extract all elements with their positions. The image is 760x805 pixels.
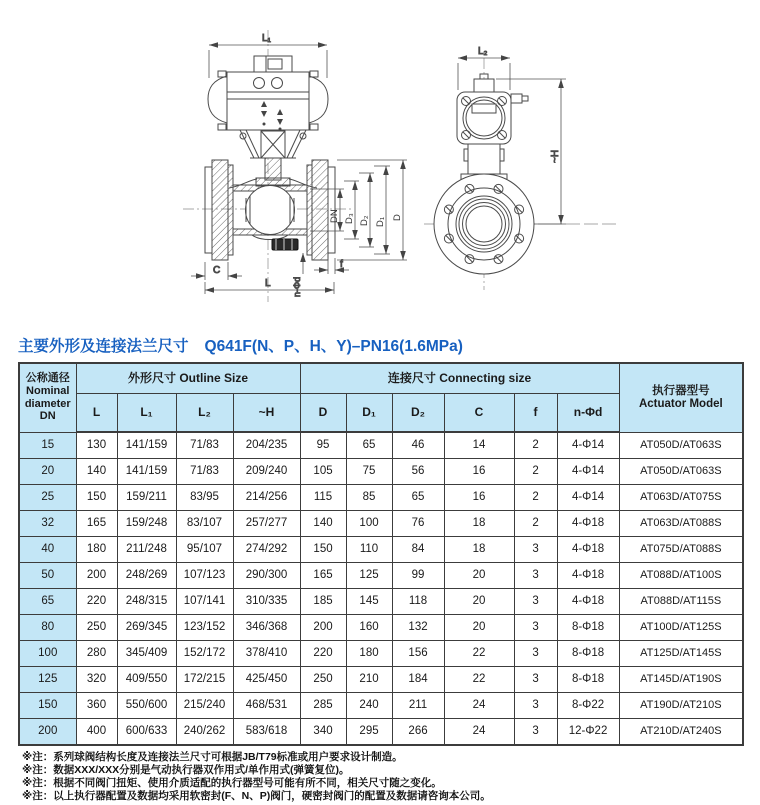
table-cell: 4-Φ14: [557, 432, 619, 459]
table-cell: 22: [444, 667, 514, 693]
table-cell: 468/531: [233, 693, 300, 719]
table-cell: 118: [392, 589, 444, 615]
cell-dn: 80: [19, 615, 76, 641]
table-row: [19, 537, 743, 563]
column-header: L₁: [117, 394, 176, 433]
table-cell: 83/95: [176, 485, 233, 511]
header-nominal-diameter: [19, 363, 76, 432]
table-cell: 4-Φ18: [557, 511, 619, 537]
cell-dn: 25: [19, 485, 76, 511]
dim-label-d1: D₁: [375, 216, 386, 227]
table-cell: 3: [514, 563, 557, 589]
column-header: D: [300, 394, 346, 433]
table-cell: 16: [444, 459, 514, 485]
cell-actuator-model: AT050D/AT063S: [619, 459, 743, 485]
table-cell: 105: [300, 459, 346, 485]
table-cell: 214/256: [233, 485, 300, 511]
table-cell: 8-Φ18: [557, 641, 619, 667]
footnote-line: ※注：系列球阀结构长度及连接法兰尺寸可根据JB/T79标准或用户要求设计制造。: [22, 751, 403, 763]
header-nominal-en2: diameter: [24, 397, 71, 410]
table-cell: 248/315: [117, 589, 176, 615]
table-cell: 3: [514, 719, 557, 746]
table-cell: 215/240: [176, 693, 233, 719]
table-cell: 83/107: [176, 511, 233, 537]
table-cell: 123/152: [176, 615, 233, 641]
table-cell: 345/409: [117, 641, 176, 667]
table-cell: 71/83: [176, 432, 233, 459]
table-cell: 3: [514, 537, 557, 563]
cell-dn: 20: [19, 459, 76, 485]
column-header: L₂: [176, 394, 233, 433]
table-cell: 2: [514, 432, 557, 459]
cell-actuator-model: AT088D/AT100S: [619, 563, 743, 589]
table-cell: 99: [392, 563, 444, 589]
header-nominal-cn: 公称通径: [25, 372, 70, 385]
header-actuator-cn: 执行器型号: [652, 384, 710, 397]
table-cell: 159/211: [117, 485, 176, 511]
table-cell: 141/159: [117, 459, 176, 485]
table-cell: 3: [514, 641, 557, 667]
table-cell: 184: [392, 667, 444, 693]
table-cell: 8-Φ18: [557, 667, 619, 693]
table-cell: 22: [444, 641, 514, 667]
table-row: [19, 641, 743, 667]
table-cell: 2: [514, 485, 557, 511]
dim-label-f: f: [340, 259, 343, 270]
table-row: [19, 615, 743, 641]
yoke-bracket: [240, 130, 306, 158]
table-cell: 145: [346, 589, 392, 615]
header-actuator-en: Actuator Model: [638, 397, 723, 410]
table-cell: 248/269: [117, 563, 176, 589]
table-cell: 400: [76, 719, 117, 746]
table-cell: 340: [300, 719, 346, 746]
table-row: [19, 563, 743, 589]
cell-actuator-model: AT210D/AT240S: [619, 719, 743, 746]
table-cell: 3: [514, 615, 557, 641]
table-cell: 20: [444, 589, 514, 615]
table-cell: 210: [346, 667, 392, 693]
section-title: [18, 334, 463, 356]
table-cell: 110: [346, 537, 392, 563]
table-cell: 76: [392, 511, 444, 537]
table-cell: 8-Φ18: [557, 615, 619, 641]
table-cell: 115: [300, 485, 346, 511]
cell-dn: 50: [19, 563, 76, 589]
footnote-line: ※注：数据XXX/XXX分别是气动执行器双作用式/单作用式(弹簧复位)。: [22, 764, 350, 776]
table-cell: 18: [444, 511, 514, 537]
table-cell: 3: [514, 589, 557, 615]
header-connecting-size: 连接尺寸 Connecting size: [300, 363, 619, 394]
section-title-model: Q641F(N、P、H、Y)–PN16(1.6MPa): [204, 338, 463, 355]
table-cell: 346/368: [233, 615, 300, 641]
table-cell: 360: [76, 693, 117, 719]
table-cell: 250: [76, 615, 117, 641]
table-cell: 85: [346, 485, 392, 511]
cell-dn: 40: [19, 537, 76, 563]
cell-actuator-model: AT145D/AT190S: [619, 667, 743, 693]
table-cell: 152/172: [176, 641, 233, 667]
table-cell: 185: [300, 589, 346, 615]
header-outline-size: 外形尺寸 Outline Size: [76, 363, 300, 394]
technical-drawing: [0, 0, 760, 330]
table-cell: 156: [392, 641, 444, 667]
table-cell: 4-Φ14: [557, 485, 619, 511]
table-cell: 4-Φ18: [557, 563, 619, 589]
table-cell: 84: [392, 537, 444, 563]
table-body: [19, 432, 743, 745]
cell-actuator-model: AT100D/AT125S: [619, 615, 743, 641]
cell-actuator-model: AT063D/AT088S: [619, 511, 743, 537]
table-cell: 211/248: [117, 537, 176, 563]
table-row: [19, 667, 743, 693]
table-cell: 140: [76, 459, 117, 485]
table-cell: 140: [300, 511, 346, 537]
table-row: [19, 459, 743, 485]
table-cell: 180: [76, 537, 117, 563]
table-cell: 220: [76, 589, 117, 615]
cell-dn: 65: [19, 589, 76, 615]
table-cell: 18: [444, 537, 514, 563]
section-title-cn: 主要外形及连接法兰尺寸: [18, 338, 189, 355]
side-view-drawing: [183, 30, 407, 302]
table-cell: 266: [392, 719, 444, 746]
table-cell: 280: [76, 641, 117, 667]
dim-label-l: L: [265, 278, 271, 289]
footnote-line: ※注：以上执行器配置及数据均采用软密封(F、N、P)阀门，硬密封阀门的配置及数据请咨询本公司。: [22, 790, 491, 802]
table-cell: 56: [392, 459, 444, 485]
table-cell: 20: [444, 615, 514, 641]
table-cell: 95/107: [176, 537, 233, 563]
table-cell: 12-Φ22: [557, 719, 619, 746]
table-cell: 240: [346, 693, 392, 719]
footnotes: [22, 751, 491, 803]
table-cell: 257/277: [233, 511, 300, 537]
table-cell: 75: [346, 459, 392, 485]
column-header: n-Φd: [557, 394, 619, 433]
dimension-table: [18, 362, 744, 746]
table-cell: 65: [392, 485, 444, 511]
table-cell: 200: [300, 615, 346, 641]
dim-label-nd: n-Φd: [292, 276, 302, 297]
table-row: [19, 432, 743, 459]
table-row: [19, 511, 743, 537]
table-cell: 130: [76, 432, 117, 459]
valve-drawing-svg: [0, 0, 760, 330]
table-cell: 583/618: [233, 719, 300, 746]
table-cell: 16: [444, 485, 514, 511]
table-cell: 172/215: [176, 667, 233, 693]
table-cell: 269/345: [117, 615, 176, 641]
table-cell: 250: [300, 667, 346, 693]
table-row: [19, 693, 743, 719]
dim-label-l1: L₁: [262, 33, 271, 44]
table-cell: 220: [300, 641, 346, 667]
dim-label-dn: DN: [329, 209, 340, 223]
air-fitting: [511, 94, 522, 103]
table-cell: 150: [76, 485, 117, 511]
table-cell: 71/83: [176, 459, 233, 485]
cell-actuator-model: AT125D/AT145S: [619, 641, 743, 667]
table-cell: 600/633: [117, 719, 176, 746]
dim-label-d: D: [392, 214, 403, 221]
table-cell: 107/123: [176, 563, 233, 589]
cell-actuator-model: AT088D/AT115S: [619, 589, 743, 615]
table-cell: 107/141: [176, 589, 233, 615]
table-cell: 310/335: [233, 589, 300, 615]
column-header: f: [514, 394, 557, 433]
column-header: L: [76, 394, 117, 433]
footnote-line: ※注：根据不同阀门扭矩、使用介质适配的执行器型号可能有所不同，相关尺寸随之变化。: [22, 777, 442, 789]
table-cell: 320: [76, 667, 117, 693]
table-cell: 150: [300, 537, 346, 563]
table-cell: 46: [392, 432, 444, 459]
table-cell: 8-Φ22: [557, 693, 619, 719]
table-cell: 160: [346, 615, 392, 641]
table-cell: 3: [514, 693, 557, 719]
table-cell: 65: [346, 432, 392, 459]
cell-dn: 200: [19, 719, 76, 746]
header-actuator-model: [619, 363, 743, 432]
actuator-side: [208, 56, 328, 131]
table-cell: 200: [76, 563, 117, 589]
table-cell: 425/450: [233, 667, 300, 693]
cell-dn: 100: [19, 641, 76, 667]
cell-dn: 15: [19, 432, 76, 459]
table-cell: 290/300: [233, 563, 300, 589]
table-cell: 285: [300, 693, 346, 719]
cell-actuator-model: AT063D/AT075S: [619, 485, 743, 511]
table-cell: 159/248: [117, 511, 176, 537]
table-cell: 132: [392, 615, 444, 641]
column-header: D₁: [346, 394, 392, 433]
table-cell: 141/159: [117, 432, 176, 459]
cell-dn: 125: [19, 667, 76, 693]
ball: [246, 186, 295, 235]
table-cell: 95: [300, 432, 346, 459]
dim-label-l2: L₂: [478, 46, 488, 57]
table-row: [19, 485, 743, 511]
cell-actuator-model: AT050D/AT063S: [619, 432, 743, 459]
table-cell: 100: [346, 511, 392, 537]
table-cell: 4-Φ18: [557, 589, 619, 615]
dim-label-d2: D₂: [359, 215, 370, 226]
table-cell: 3: [514, 667, 557, 693]
cell-actuator-model: AT190D/AT210S: [619, 693, 743, 719]
table-cell: 409/550: [117, 667, 176, 693]
table-cell: 209/240: [233, 459, 300, 485]
column-header: D₂: [392, 394, 444, 433]
dim-label-c: C: [213, 265, 221, 276]
table-cell: 125: [346, 563, 392, 589]
column-header: ~H: [233, 394, 300, 433]
cell-actuator-model: AT075D/AT088S: [619, 537, 743, 563]
table-row: [19, 589, 743, 615]
table-cell: 165: [76, 511, 117, 537]
table-cell: 295: [346, 719, 392, 746]
stem-bonnet: [229, 158, 317, 188]
table-cell: 211: [392, 693, 444, 719]
table-row: [19, 719, 743, 746]
header-nominal-en1: Nominal: [26, 385, 70, 398]
end-view-drawing: [424, 46, 620, 290]
table-cell: 24: [444, 693, 514, 719]
dim-label-d3: D₃: [344, 213, 355, 224]
table-cell: 180: [346, 641, 392, 667]
table-cell: 204/235: [233, 432, 300, 459]
table-cell: 2: [514, 459, 557, 485]
cell-dn: 32: [19, 511, 76, 537]
cell-dn: 150: [19, 693, 76, 719]
header-nominal-en3: DN: [39, 410, 56, 423]
actuator-end: [457, 74, 528, 144]
table-cell: 550/600: [117, 693, 176, 719]
table-cell: 2: [514, 511, 557, 537]
table-cell: 165: [300, 563, 346, 589]
table-cell: 20: [444, 563, 514, 589]
table-cell: 24: [444, 719, 514, 746]
dim-label-h: ~H: [550, 149, 561, 163]
table-cell: 4-Φ14: [557, 459, 619, 485]
table-cell: 240/262: [176, 719, 233, 746]
table-cell: 378/410: [233, 641, 300, 667]
table-cell: 4-Φ18: [557, 537, 619, 563]
flange-end: [434, 174, 534, 274]
table-cell: 274/292: [233, 537, 300, 563]
table-cell: 14: [444, 432, 514, 459]
column-header: C: [444, 394, 514, 433]
